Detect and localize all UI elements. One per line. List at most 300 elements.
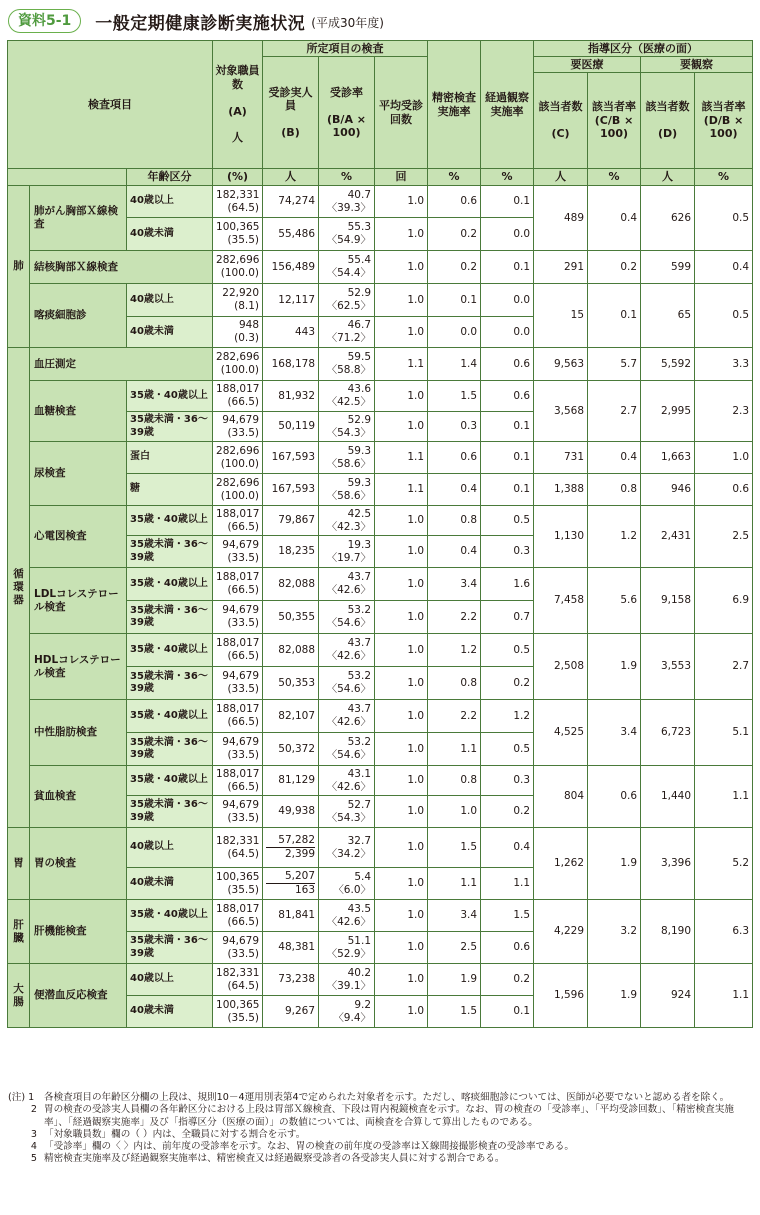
avg-cell: 1.0	[375, 284, 428, 317]
pr-cell: 1.4	[428, 348, 481, 381]
target-cell	[213, 474, 263, 506]
avg-cell: 1.0	[375, 634, 428, 667]
target-cell	[213, 506, 263, 536]
unit-followup: %	[481, 169, 534, 186]
table-row	[8, 766, 753, 796]
rate-prev: 〈42.5〉	[326, 396, 372, 408]
fo-cell: 0.5	[481, 634, 534, 667]
rate-cell	[319, 348, 375, 381]
rate-cell	[319, 474, 375, 506]
guidance-d: 3,396	[641, 828, 695, 900]
header-observation: 要観察	[641, 57, 753, 73]
guidance-c: 2,508	[534, 634, 588, 700]
rate-prev: 〈58.6〉	[326, 489, 372, 502]
page-subtitle: (平成30年度)	[311, 16, 384, 30]
table-row	[8, 568, 753, 601]
target-value: 188,017	[216, 571, 260, 584]
unit-crate-d: %	[695, 169, 753, 186]
avg-cell: 1.0	[375, 381, 428, 412]
age-label: 35歳未満・36〜39歳	[127, 412, 213, 442]
fo-cell: 0.1	[481, 251, 534, 284]
age-label: 35歳・40歳以上	[127, 766, 213, 796]
header-crate-d-label: 該当者率	[701, 100, 746, 114]
fo-cell: 0.2	[481, 796, 534, 828]
guidance-dr: 6.3	[695, 900, 753, 964]
guidance-c: 4,229	[534, 900, 588, 964]
rate-prev: 〈71.2〉	[326, 332, 372, 344]
examinees-endoscopy: 163	[294, 884, 316, 896]
examinees-value: 74,274	[278, 195, 316, 208]
guidance-dr: 1.1	[695, 964, 753, 1028]
fo-cell: 0.4	[481, 828, 534, 868]
fo-cell: 0.6	[481, 348, 534, 381]
target-cell	[213, 251, 263, 284]
guidance-c: 1,262	[534, 828, 588, 900]
guidance-c: 291	[534, 251, 588, 284]
note-item	[8, 1129, 756, 1141]
note-text: 胃の検査の受診実人員欄の各年齢区分における上段は胃部Ｘ線検査、下段は胃内視鏡検査を示す。なお、胃の検査の「受診率」、「平均受診回数」、「精密検査実施率」、「経過観察実施率」及び「指導区分（医療の面）」の数値については、両検査を合算して算出したものである。	[44, 1104, 734, 1128]
fo-cell: 0.3	[481, 766, 534, 796]
header-target-sym: (A)	[228, 104, 247, 118]
guidance-c: 1,596	[534, 964, 588, 1028]
target-percent: (33.5)	[227, 426, 260, 439]
examinees-value: 12,117	[278, 293, 316, 306]
note-item	[8, 1141, 756, 1153]
rate-cell	[319, 412, 375, 442]
rate-prev: 〈58.6〉	[326, 457, 372, 470]
target-percent: (66.5)	[227, 716, 260, 728]
rate-prev: 〈42.6〉	[326, 716, 372, 728]
rate-value: 46.7	[347, 319, 372, 332]
guidance-cr: 1.9	[588, 634, 641, 700]
note-text: 各検査項目の年齢区分欄の上段は、規則10－4運用別表第4で定められた対象者を示す。ただし、喀痰細胞診については、医師が必要でないと認める者を除く。	[44, 1092, 730, 1103]
target-percent: (33.5)	[227, 749, 260, 761]
table-row	[8, 634, 753, 667]
fo-cell: 1.5	[481, 900, 534, 932]
pr-cell: 0.8	[428, 766, 481, 796]
target-cell	[213, 667, 263, 700]
target-cell	[213, 796, 263, 828]
rate-cell	[319, 568, 375, 601]
guidance-d: 924	[641, 964, 695, 1028]
target-value: 282,696	[216, 444, 260, 457]
age-label: 40歳以上	[127, 284, 213, 317]
target-percent: (33.5)	[227, 811, 260, 824]
pr-cell: 2.5	[428, 932, 481, 964]
table-row	[8, 348, 753, 381]
examinees-cell	[263, 700, 319, 733]
examinees-endoscopy: 2,399	[284, 848, 316, 860]
guidance-d: 6,723	[641, 700, 695, 766]
examinees-value: 81,932	[278, 389, 316, 402]
unit-cnt-d: 人	[641, 169, 695, 186]
avg-cell: 1.0	[375, 412, 428, 442]
target-cell	[213, 964, 263, 996]
fo-cell: 1.2	[481, 700, 534, 733]
table-row	[8, 700, 753, 733]
guidance-c: 731	[534, 442, 588, 474]
examinees-value: 50,353	[278, 676, 316, 689]
target-percent: (66.5)	[227, 584, 260, 596]
examinees-cell	[263, 634, 319, 667]
examinees-cell	[263, 667, 319, 700]
target-value: 100,365	[216, 221, 260, 234]
target-value: 100,365	[216, 870, 260, 883]
guidance-cr: 1.2	[588, 506, 641, 568]
guidance-cr: 2.7	[588, 381, 641, 442]
guidance-cr: 0.8	[588, 474, 641, 506]
note-item	[8, 1092, 756, 1104]
guidance-c: 15	[534, 284, 588, 348]
avg-cell: 1.0	[375, 828, 428, 868]
examinees-value: 50,119	[278, 420, 316, 433]
avg-cell: 1.0	[375, 733, 428, 766]
item-label: 尿検査	[30, 442, 127, 506]
fo-cell: 0.6	[481, 932, 534, 964]
target-percent: (100.0)	[220, 489, 260, 502]
header-crate-d-sym: (D/B × 100)	[703, 113, 744, 141]
avg-cell: 1.1	[375, 348, 428, 381]
target-cell	[213, 381, 263, 412]
target-percent: (35.5)	[227, 1011, 260, 1024]
age-label: 35歳未満・36〜39歳	[127, 796, 213, 828]
target-value: 182,331	[216, 834, 260, 847]
note-item	[8, 1104, 756, 1129]
examinees-cell	[263, 348, 319, 381]
rate-prev: 〈58.8〉	[326, 364, 372, 376]
target-percent: (66.5)	[227, 915, 260, 928]
item-label: 血糖検査	[30, 381, 127, 442]
rate-prev: 〈6.0〉	[333, 883, 372, 896]
age-label: 40歳未満	[127, 317, 213, 348]
rate-prev: 〈54.6〉	[326, 683, 372, 695]
target-value: 282,696	[216, 476, 260, 489]
fo-cell: 0.5	[481, 733, 534, 766]
fo-cell: 0.2	[481, 964, 534, 996]
examinees-value: 50,372	[278, 742, 316, 755]
target-percent: (33.5)	[227, 947, 260, 960]
guidance-dr: 0.5	[695, 186, 753, 251]
fo-cell: 0.1	[481, 442, 534, 474]
target-cell	[213, 536, 263, 568]
fo-cell: 0.7	[481, 601, 534, 634]
target-value: 94,679	[222, 736, 260, 749]
header-precise: 精密検査実施率	[428, 41, 481, 169]
fo-cell: 0.0	[481, 218, 534, 251]
rate-prev: 〈9.4〉	[333, 1011, 372, 1024]
age-label: 蛋白	[127, 442, 213, 474]
rate-prev: 〈19.7〉	[326, 551, 372, 564]
header-target-label: 対象職員数	[215, 64, 260, 91]
header-blank	[8, 169, 127, 186]
note-item	[8, 1153, 756, 1165]
rate-value: 59.5	[347, 351, 372, 364]
guidance-cr: 0.6	[588, 766, 641, 828]
examinees-value: 18,235	[278, 545, 316, 558]
target-value: 188,017	[216, 383, 260, 396]
header-crate-d	[695, 73, 753, 169]
target-value: 94,679	[222, 538, 260, 551]
rate-value: 55.4	[347, 254, 372, 267]
table-row	[8, 964, 753, 996]
rate-value: 52.7	[347, 798, 372, 811]
target-cell	[213, 601, 263, 634]
header-age-category: 年齢区分	[127, 169, 213, 186]
guidance-d: 1,440	[641, 766, 695, 828]
unit-target: (%)	[213, 169, 263, 186]
unit-cnt-c: 人	[534, 169, 588, 186]
rate-value: 52.9	[347, 287, 372, 300]
pr-cell: 1.0	[428, 796, 481, 828]
rate-cell	[319, 964, 375, 996]
avg-cell: 1.0	[375, 700, 428, 733]
guidance-c: 1,388	[534, 474, 588, 506]
rate-prev: 〈54.6〉	[326, 617, 372, 629]
pr-cell: 0.6	[428, 442, 481, 474]
page-title: 一般定期健康診断実施状況	[95, 13, 306, 34]
guidance-d: 626	[641, 186, 695, 251]
rate-value: 53.2	[347, 604, 372, 617]
target-percent: (64.5)	[227, 847, 260, 860]
guidance-dr: 2.7	[695, 634, 753, 700]
fo-cell: 0.1	[481, 412, 534, 442]
rate-prev: 〈54.3〉	[326, 426, 372, 439]
target-cell	[213, 442, 263, 474]
rate-value: 55.3	[347, 221, 372, 234]
item-label: 結核胸部Ｘ線検査	[30, 251, 213, 284]
header-cnt-c-sym: (C)	[551, 127, 570, 141]
avg-cell: 1.0	[375, 996, 428, 1028]
age-label: 40歳未満	[127, 218, 213, 251]
note-label: 4	[30, 1141, 37, 1153]
rate-value: 43.7	[347, 571, 372, 584]
rate-value: 43.1	[347, 767, 372, 780]
rate-value: 53.2	[347, 736, 372, 749]
rate-value: 43.5	[347, 902, 372, 915]
pr-cell: 1.1	[428, 868, 481, 900]
age-label: 40歳未満	[127, 868, 213, 900]
age-label: 35歳未満・36〜39歳	[127, 667, 213, 700]
note-text: 「受診率」欄の〈 〉内は、前年度の受診率を示す。なお、胃の検査の前年度の受診率はＸ線間接撮影検査の受診率である。	[44, 1141, 574, 1153]
note-label: 3	[30, 1128, 37, 1140]
pr-cell: 1.9	[428, 964, 481, 996]
rate-value: 59.3	[347, 444, 372, 457]
guidance-cr: 1.9	[588, 828, 641, 900]
examinees-cell	[263, 442, 319, 474]
target-value: 188,017	[216, 637, 260, 650]
header-cnt-c-label: 該当者数	[538, 100, 583, 114]
examinees-value: 168,178	[271, 357, 316, 370]
guidance-cr: 1.9	[588, 964, 641, 1028]
pr-cell: 1.5	[428, 996, 481, 1028]
rate-cell	[319, 828, 375, 868]
rate-value: 59.3	[347, 476, 372, 489]
rate-value: 53.2	[347, 670, 372, 683]
guidance-cr: 0.2	[588, 251, 641, 284]
age-label: 35歳・40歳以上	[127, 568, 213, 601]
note-label: (注) 1	[8, 1092, 35, 1103]
avg-cell: 1.0	[375, 932, 428, 964]
header-rate-label: 受診率	[330, 85, 364, 99]
fo-cell: 0.2	[481, 667, 534, 700]
target-cell	[213, 700, 263, 733]
target-cell	[213, 317, 263, 348]
target-value: 282,696	[216, 351, 260, 364]
target-percent: (0.3)	[234, 332, 260, 344]
examinees-value: 79,867	[278, 514, 316, 527]
target-percent: (64.5)	[227, 201, 260, 214]
examinees-value: 73,238	[278, 973, 316, 986]
rate-prev: 〈54.6〉	[326, 749, 372, 761]
table-body	[8, 41, 753, 1028]
guidance-d: 2,995	[641, 381, 695, 442]
age-label: 35歳・40歳以上	[127, 381, 213, 412]
rate-cell	[319, 317, 375, 348]
guidance-d: 8,190	[641, 900, 695, 964]
target-value: 188,017	[216, 507, 260, 520]
target-value: 94,679	[222, 604, 260, 617]
item-label: 胃の検査	[30, 828, 127, 900]
rate-cell	[319, 900, 375, 932]
avg-cell: 1.0	[375, 317, 428, 348]
pr-cell: 2.2	[428, 700, 481, 733]
examinees-cell	[263, 828, 319, 868]
group-label: 肝 臓	[8, 900, 30, 964]
fo-cell: 0.3	[481, 536, 534, 568]
item-label: 喀痰細胞診	[30, 284, 127, 348]
guidance-c: 7,458	[534, 568, 588, 634]
unit-rate: %	[319, 169, 375, 186]
rate-value: 52.9	[347, 413, 372, 426]
group-label: 大 腸	[8, 964, 30, 1028]
rate-cell	[319, 536, 375, 568]
target-cell	[213, 284, 263, 317]
table-row	[8, 284, 753, 317]
fo-cell: 0.0	[481, 317, 534, 348]
avg-cell: 1.0	[375, 251, 428, 284]
rate-cell	[319, 733, 375, 766]
pr-cell: 0.8	[428, 506, 481, 536]
pr-cell: 0.3	[428, 412, 481, 442]
rate-cell	[319, 634, 375, 667]
item-label: LDLコレステロール検査	[30, 568, 127, 634]
guidance-c: 804	[534, 766, 588, 828]
target-percent: (66.5)	[227, 780, 260, 793]
target-cell	[213, 868, 263, 900]
age-label: 40歳以上	[127, 828, 213, 868]
age-label: 35歳未満・36〜39歳	[127, 601, 213, 634]
examinees-cell	[263, 381, 319, 412]
examinees-cell	[263, 601, 319, 634]
examinees-value: 49,938	[278, 805, 316, 818]
rate-prev: 〈42.6〉	[326, 915, 372, 928]
age-label: 35歳・40歳以上	[127, 700, 213, 733]
note-label: 5	[30, 1153, 37, 1165]
header-guidance: 指導区分（医療の面）	[534, 41, 753, 57]
target-percent: (33.5)	[227, 617, 260, 629]
fo-cell: 0.1	[481, 474, 534, 506]
fo-cell: 0.1	[481, 996, 534, 1028]
examinees-cell	[263, 218, 319, 251]
header-crate-c-label: 該当者率	[592, 100, 637, 114]
rate-prev: 〈42.6〉	[326, 584, 372, 596]
rate-cell	[319, 766, 375, 796]
guidance-dr: 3.3	[695, 348, 753, 381]
rate-cell	[319, 381, 375, 412]
guidance-dr: 2.5	[695, 506, 753, 568]
unit-crate-c: %	[588, 169, 641, 186]
table-row	[8, 506, 753, 536]
age-label: 35歳・40歳以上	[127, 506, 213, 536]
age-label: 35歳未満・36〜39歳	[127, 536, 213, 568]
target-value: 94,679	[222, 413, 260, 426]
target-value: 948	[238, 319, 260, 332]
rate-prev: 〈42.6〉	[326, 650, 372, 662]
age-label: 40歳以上	[127, 964, 213, 996]
guidance-d: 599	[641, 251, 695, 284]
target-value: 100,365	[216, 998, 260, 1011]
header-cnt-d-label: 該当者数	[645, 100, 690, 114]
examinees-cell	[263, 796, 319, 828]
fo-cell: 1.6	[481, 568, 534, 601]
rate-cell	[319, 186, 375, 218]
target-value: 182,331	[216, 188, 260, 201]
avg-cell: 1.0	[375, 218, 428, 251]
table-row	[8, 251, 753, 284]
target-value: 282,696	[216, 254, 260, 267]
target-cell	[213, 900, 263, 932]
pr-cell: 3.4	[428, 568, 481, 601]
target-percent: (64.5)	[227, 979, 260, 992]
page-header	[8, 8, 384, 34]
guidance-cr: 3.4	[588, 700, 641, 766]
item-label: 便潜血反応検査	[30, 964, 127, 1028]
avg-cell: 1.1	[375, 474, 428, 506]
rate-value: 5.4	[354, 870, 372, 883]
avg-cell: 1.0	[375, 766, 428, 796]
target-percent: (35.5)	[227, 883, 260, 896]
target-value: 94,679	[222, 670, 260, 683]
target-percent: (66.5)	[227, 520, 260, 533]
guidance-dr: 1.0	[695, 442, 753, 474]
target-cell	[213, 568, 263, 601]
unit-avg: 回	[375, 169, 428, 186]
guidance-dr: 2.3	[695, 381, 753, 442]
pr-cell: 1.2	[428, 634, 481, 667]
header-crate-c	[588, 73, 641, 169]
rate-prev: 〈54.4〉	[326, 267, 372, 279]
target-percent: (100.0)	[220, 457, 260, 470]
guidance-d: 9,158	[641, 568, 695, 634]
note-text: 精密検査実施率及び経過観察実施率は、精密検査又は経過観察受診者の各受診実人員に対する割合である。	[44, 1153, 505, 1165]
examinees-value: 156,489	[271, 260, 316, 273]
pr-cell: 0.2	[428, 218, 481, 251]
target-percent: (66.5)	[227, 650, 260, 662]
examinees-value: 82,088	[278, 643, 316, 656]
guidance-d: 65	[641, 284, 695, 348]
rate-cell	[319, 796, 375, 828]
target-percent: (100.0)	[220, 364, 260, 376]
header-prescribed: 所定項目の検査	[263, 41, 428, 57]
examinees-cell	[263, 868, 319, 900]
target-percent: (33.5)	[227, 551, 260, 564]
examinees-value: 443	[294, 325, 316, 338]
header-crate-c-sym: (C/B × 100)	[594, 113, 634, 141]
avg-cell: 1.0	[375, 796, 428, 828]
rate-value: 40.2	[347, 966, 372, 979]
examinees-value: 167,593	[271, 451, 316, 464]
guidance-dr: 0.5	[695, 284, 753, 348]
